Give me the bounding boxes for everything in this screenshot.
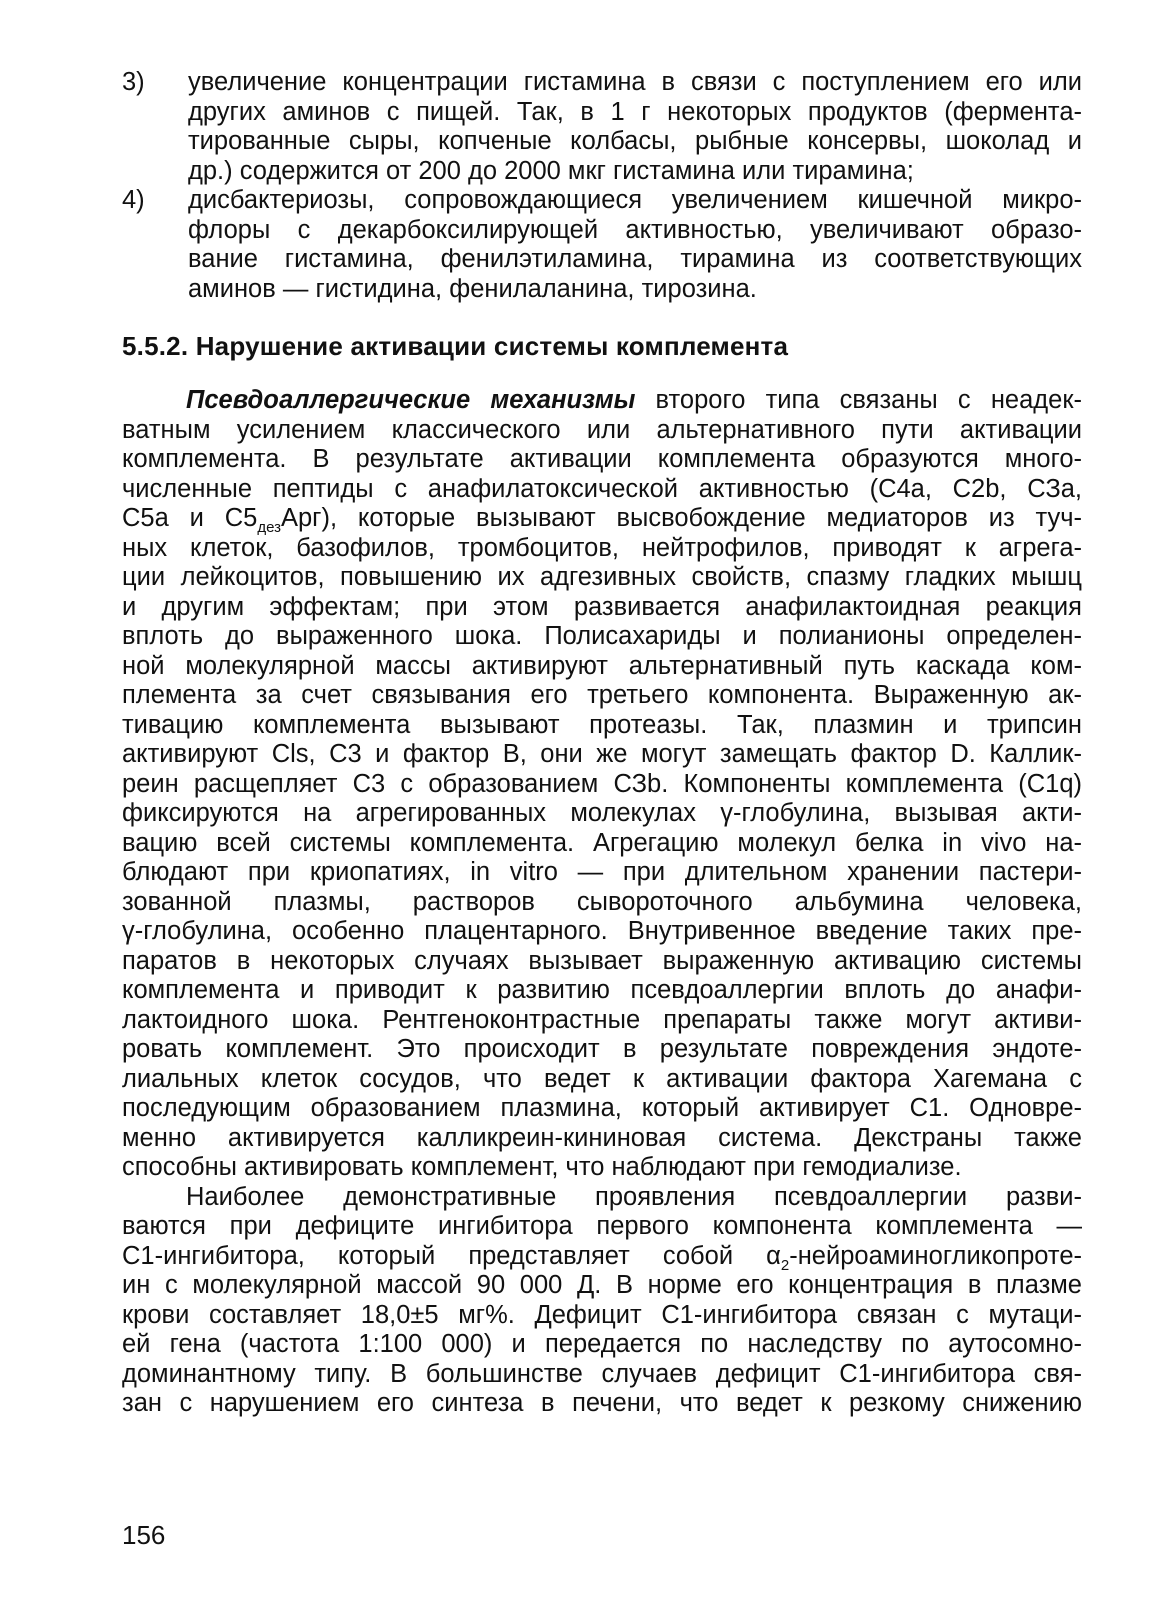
list-item-4 (122, 186, 1082, 304)
text-line: ваются при дефиците ингибитора первого компонента комплемента — (122, 1212, 1082, 1240)
section-heading (122, 331, 1082, 361)
text-line: лиальных клеток сосудов, что ведет к активации фактора Хагемана с (122, 1064, 1082, 1093)
page-number: 156 (122, 1520, 166, 1550)
text-line: дисбактериозы, сопровождающиеся увеличением кишечной микро- (188, 186, 1082, 214)
text-line: блюдают при криопатиях, in vitro — при длительном хранении пастери- (122, 858, 1082, 886)
text-line: реин расщепляет С3 с образованием СЗb. Компоненты комплемента (С1q) (122, 769, 1082, 798)
text-line: вплоть до выраженного шока. Полисахариды и полианионы определен- (122, 622, 1082, 650)
text-line: вание гистамина, фенилэтиламина, тирамина из соответствующих (188, 245, 1082, 273)
section-number: 5.5.2. (122, 331, 189, 361)
text-line: комплемента. В результате активации комплемента образуются много- (122, 445, 1082, 473)
text-line: ции лейкоцитов, повышению их адгезивных свойств, спазму гладких мышц (122, 563, 1082, 591)
section-title: Нарушение активации системы комплемента (195, 331, 789, 361)
list-item-body (188, 68, 1082, 186)
text-line: С1-ингибитора, который представляет собой $\alpha_2-нейроаминогликопроте-$ (122, 1241, 1082, 1274)
list-item-body (188, 186, 1082, 304)
text-line: активируют Cls, С3 и фактор В, они же могут замещать фактор D. Каллик- (122, 740, 1082, 768)
list-number: 3) (122, 68, 145, 96)
text-line: аминов — гистидина, фенилаланина, тирозина. (188, 274, 757, 303)
text-line: комплемента и приводит к развитию псевдоаллергии вплоть до анафи- (122, 976, 1082, 1004)
text-line: Псевдоаллергические механизмы второго типа связаны с неадек- (186, 386, 1082, 414)
text-line: ных клеток, базофилов, тромбоцитов, нейтрофилов, приводят к агрега- (122, 533, 1082, 562)
text-line: крови составляет 18,0±5 мг%. Дефицит С1-ингибитора связан с мутаци- (122, 1300, 1082, 1329)
text-line: и другим эффектам; при этом развивается анафилактоидная реакция (122, 592, 1082, 621)
text-line: зованной плазмы, растворов сывороточного альбумина человека, (122, 887, 1082, 916)
text-line: ин с молекулярной массой 90 000 Д. В норме его концентрация в плазме (122, 1271, 1082, 1299)
paragraph-lines (122, 1271, 1082, 1419)
paragraph-pseudoallergic (122, 386, 1082, 1183)
paragraph-lines (122, 534, 1082, 1183)
text-line: фиксируются на агрегированных молекулах γ-глобулина, вызывая акти- (122, 799, 1082, 827)
text-line: вацию всей системы комплемента. Агрегацию молекул белка in vivo на- (122, 828, 1082, 857)
text-line: доминантному типу. В большинстве случаев дефицит С1-ингибитора свя- (122, 1359, 1082, 1388)
text-line: флоры с декарбоксилирующей активностью, увеличивают образо- (188, 215, 1082, 244)
text-line: Наиболее демонстративные проявления псевдоаллергии разви- (186, 1182, 1082, 1211)
text-line: численные пептиды с анафилатоксической активностью (С4а, С2b, СЗа, (122, 474, 1082, 503)
list-item-3 (122, 68, 1082, 186)
text-line: С5а и $С5_{дез}Арг$), которые вызывают высвобождение медиаторов из туч- (122, 504, 1082, 536)
text-line: способны активировать комплемент, что наблюдают при гемодиализе. (122, 1153, 962, 1181)
list-number: 4) (122, 186, 145, 214)
text-line: ей гена (частота 1:100 000) и передается по наследству по аутосомно- (122, 1330, 1082, 1358)
text-line: лактоидного шока. Рентгеноконтрастные препараты также могут активи- (122, 1005, 1082, 1034)
text-line: др.) содержится от 200 до 2000 мкг гистамина или тирамина; (188, 156, 914, 185)
text-line: ватным усилением классического или альтернативного пути активации (122, 415, 1082, 444)
text-line: тивацию комплемента вызывают протеазы. Так, плазмин и трипсин (122, 710, 1082, 739)
text-line: тированные сыры, копченые колбасы, рыбные консервы, шоколад и (188, 127, 1082, 155)
text-line: ровать комплемент. Это происходит в результате повреждения эндоте- (122, 1035, 1082, 1063)
text-line: других аминов с пищей. Так, в 1 г некоторых продуктов (фермента- (188, 97, 1082, 126)
emphasized-term: Псевдоаллергические механизмы (186, 386, 636, 414)
text-line: ной молекулярной массы активируют альтернативный путь каскада ком- (122, 651, 1082, 680)
text-line: племента за счет связывания его третьего компонента. Выраженную ак- (122, 681, 1082, 709)
text-line: зан с нарушением его синтеза в печени, что ведет к резкому снижению (122, 1389, 1082, 1417)
text-line: последующим образованием плазмина, который активирует С1. Одновре- (122, 1094, 1082, 1122)
subscript: дез (257, 519, 281, 536)
subscript: 2 (780, 1256, 790, 1274)
text-line: паратов в некоторых случаях вызывает выраженную активацию системы (122, 946, 1082, 975)
text-line: увеличение концентрации гистамина в связи с поступлением его или (188, 68, 1082, 96)
text-line: γ-глобулина, особенно плацентарного. Внутривенное введение таких пре- (122, 917, 1082, 945)
paragraph-c1-inhibitor (122, 1183, 1082, 1419)
book-page (122, 68, 1082, 1419)
text-line: менно активируется калликреин-кининовая система. Декстраны также (122, 1123, 1082, 1152)
